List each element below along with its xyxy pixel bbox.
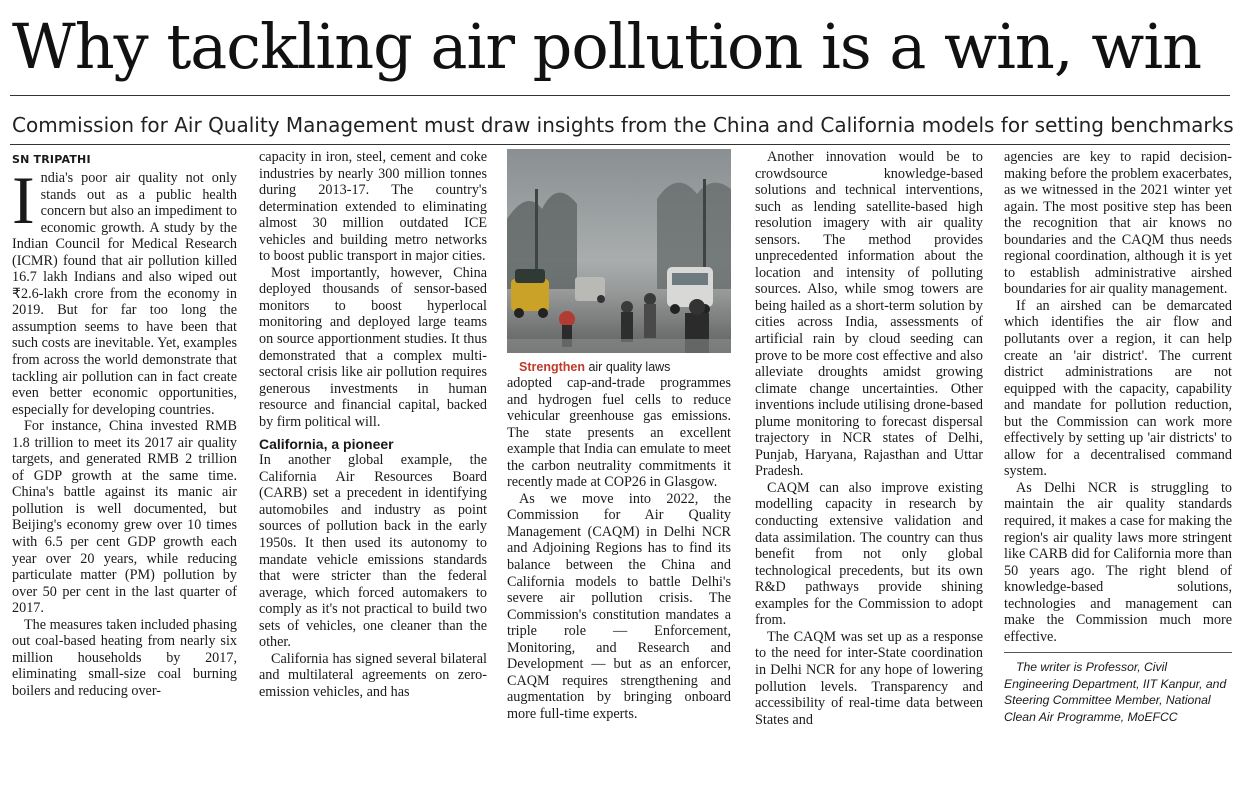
drop-cap: I xyxy=(12,170,35,238)
article-paragraph: In another global example, the California Air Resources Board (CARB) set a precedent in identifying automobiles and industry as point sources of pollution back in the early 1950s. It then used its autonomy to mandate vehicle emissions standards that were stricter than the federal average, which forced automakers to comply as it's not practical to build two sets of vehicles, one cleaner than the other. xyxy=(259,452,487,651)
article-paragraph: California has signed several bilateral and multilateral agreements on zero-emission vehicles, and has xyxy=(259,650,487,700)
article-paragraph: capacity in iron, steel, cement and coke industries by nearly 300 million tonnes during 2013-17. The country's determination extended to eliminating almost 30 million outdated ICE vehicles and building metro networks to boost public transport in major cities. xyxy=(259,149,487,265)
article-paragraph: CAQM can also improve existing modelling capacity in research by conducting extensive validation and data assimilation. The country can thus benefit from not only global technological precedents, but its own R&D pathways provide shining examples for the Commission to adopt from. xyxy=(755,479,983,629)
article-column-5 xyxy=(1004,149,1232,784)
article-column-1 xyxy=(12,170,237,784)
dek-rule xyxy=(10,144,1230,145)
section-subhead: California, a pioneer xyxy=(259,436,394,453)
article-paragraph: As we move into 2022, the Commission for Air Quality Management (CAQM) in Delhi NCR and Adjoining Regions has to find its balance between the China and California models to battle Delhi's severe air pollution crisis. The Commission's constitution mandates a triple role — Enforcement, Monitoring, and Research and Development — but as an enforcer, CAQM requires strengthening and augmentation by bringing onboard more full-time experts. xyxy=(507,490,731,722)
article-paragraph: The measures taken included phasing out coal-based heating from nearly six million households by 2017, eliminating small-size coal burning boilers and reducing over- xyxy=(12,616,237,699)
photo-caption: Strengthen air quality laws xyxy=(519,360,671,374)
article-paragraph: For instance, China invested RMB 1.8 trillion to meet its 2017 air quality targets, and generated RMB 2 trillion of GDP growth at the same time. China's battle against its manic air pollution is well documented, but Beijing's economy grew over 10 times with 6.5 per cent GDP growth each year over 20 years, while reducing particulate matter (PM) pollution by over 50 per cent in the last quarter of 2017. xyxy=(12,418,237,617)
article-paragraph: adopted cap-and-trade programmes and hydrogen fuel cells to reduce vehicular greenhouse gas emissions. The state presents an excellent example that India can emulate to meet the carbon neutrality commitments it recently made at COP26 in Glasgow. xyxy=(507,375,731,491)
headline-rule xyxy=(10,95,1230,96)
article-paragraph: Most importantly, however, China deployed thousands of sensor-based monitors to boost hyperlocal monitoring and deployed large teams on source apportionment studies. It thus demonstrated that a complex multi-sectoral crisis like air pollution requires generous investments in human resource and financial capital, backed by firm political will. xyxy=(259,264,487,430)
byline: SN TRIPATHI xyxy=(12,153,91,166)
article-paragraph: If an airshed can be demarcated which identifies the air flow and pollutants over a region, it can help create an 'air district'. The current district administrations are not equipped with the capacity, capability and mandate for pollution reduction, but the Commission can work more effectively by setting up 'air districts' to allow for a decentralised command system. xyxy=(1004,297,1232,480)
headline: Why tackling air pollution is a win, win xyxy=(12,10,1202,83)
article-paragraph: India's poor air quality not only stands out as a public health concern but also an impediment to economic growth. A study by the Indian Council for Medical Research (ICMR) found that air pollution killed 16.7 lakh Indians and also wiped out ₹2.6-lakh crore from the economy in 2019. But for far too long the assumption seems to have been that such costs are inevitable. Yet, examples from across the world demonstrate that tackling air pollution can in fact create even better economic opportunities, especially for developing countries. xyxy=(12,170,237,418)
article-column-4 xyxy=(755,149,983,784)
bio-divider xyxy=(1004,652,1232,653)
subheadline: Commission for Air Quality Management must draw insights from the China and California models for setting benchmarks xyxy=(12,113,1234,137)
article-column-3 xyxy=(507,149,731,784)
article-paragraph: Another innovation would be to crowdsource knowledge-based solutions and technical interventions, such as lending satellite-based high resolution imagery with air quality sensors. The method provides unprecedented information about the location and intensity of polluting sources. Also, while smog towers are being hailed as a short-term solution by cities across India, assessments of artificial rain by cloud seeding can prove to be more cost effective and also alleviate droughts amidst growing climate change uncertainties. Other inventions include utilising drone-based plume monitoring to forecast dispersal trajectory in NCR states of Delhi, Punjab, Haryana, Rajasthan and Uttar Pradesh. xyxy=(755,149,983,480)
article-column-2 xyxy=(259,149,487,784)
article-paragraph: agencies are key to rapid decision-making before the problem exacerbates, as we witnessed in the 2021 winter yet again. The most positive step has been the recognition that air knows no boundaries and the CAQM thus needs regional coordination, although it is yet to establish administrative airshed boundaries for air quality management. xyxy=(1004,149,1232,298)
author-bio: The writer is Professor, Civil Engineering Department, IIT Kanpur, and Steering Committee Member, National Clean Air Programme, MoEFCC xyxy=(1004,660,1227,724)
article-paragraph: The CAQM was set up as a response to the need for inter-State coordination in Delhi NCR for any hope of lowering pollution levels. Transparency and accessibility of real-time data between States and xyxy=(755,628,983,728)
article-paragraph: As Delhi NCR is struggling to maintain the air quality standards required, it makes a case for making the region's air quality laws more stringent like CARB did for California more than 50 years ago. The right blend of knowledge-based solutions, technologies and management can make the Commission much more effective. xyxy=(1004,479,1232,645)
smog-street-photo xyxy=(507,149,731,353)
